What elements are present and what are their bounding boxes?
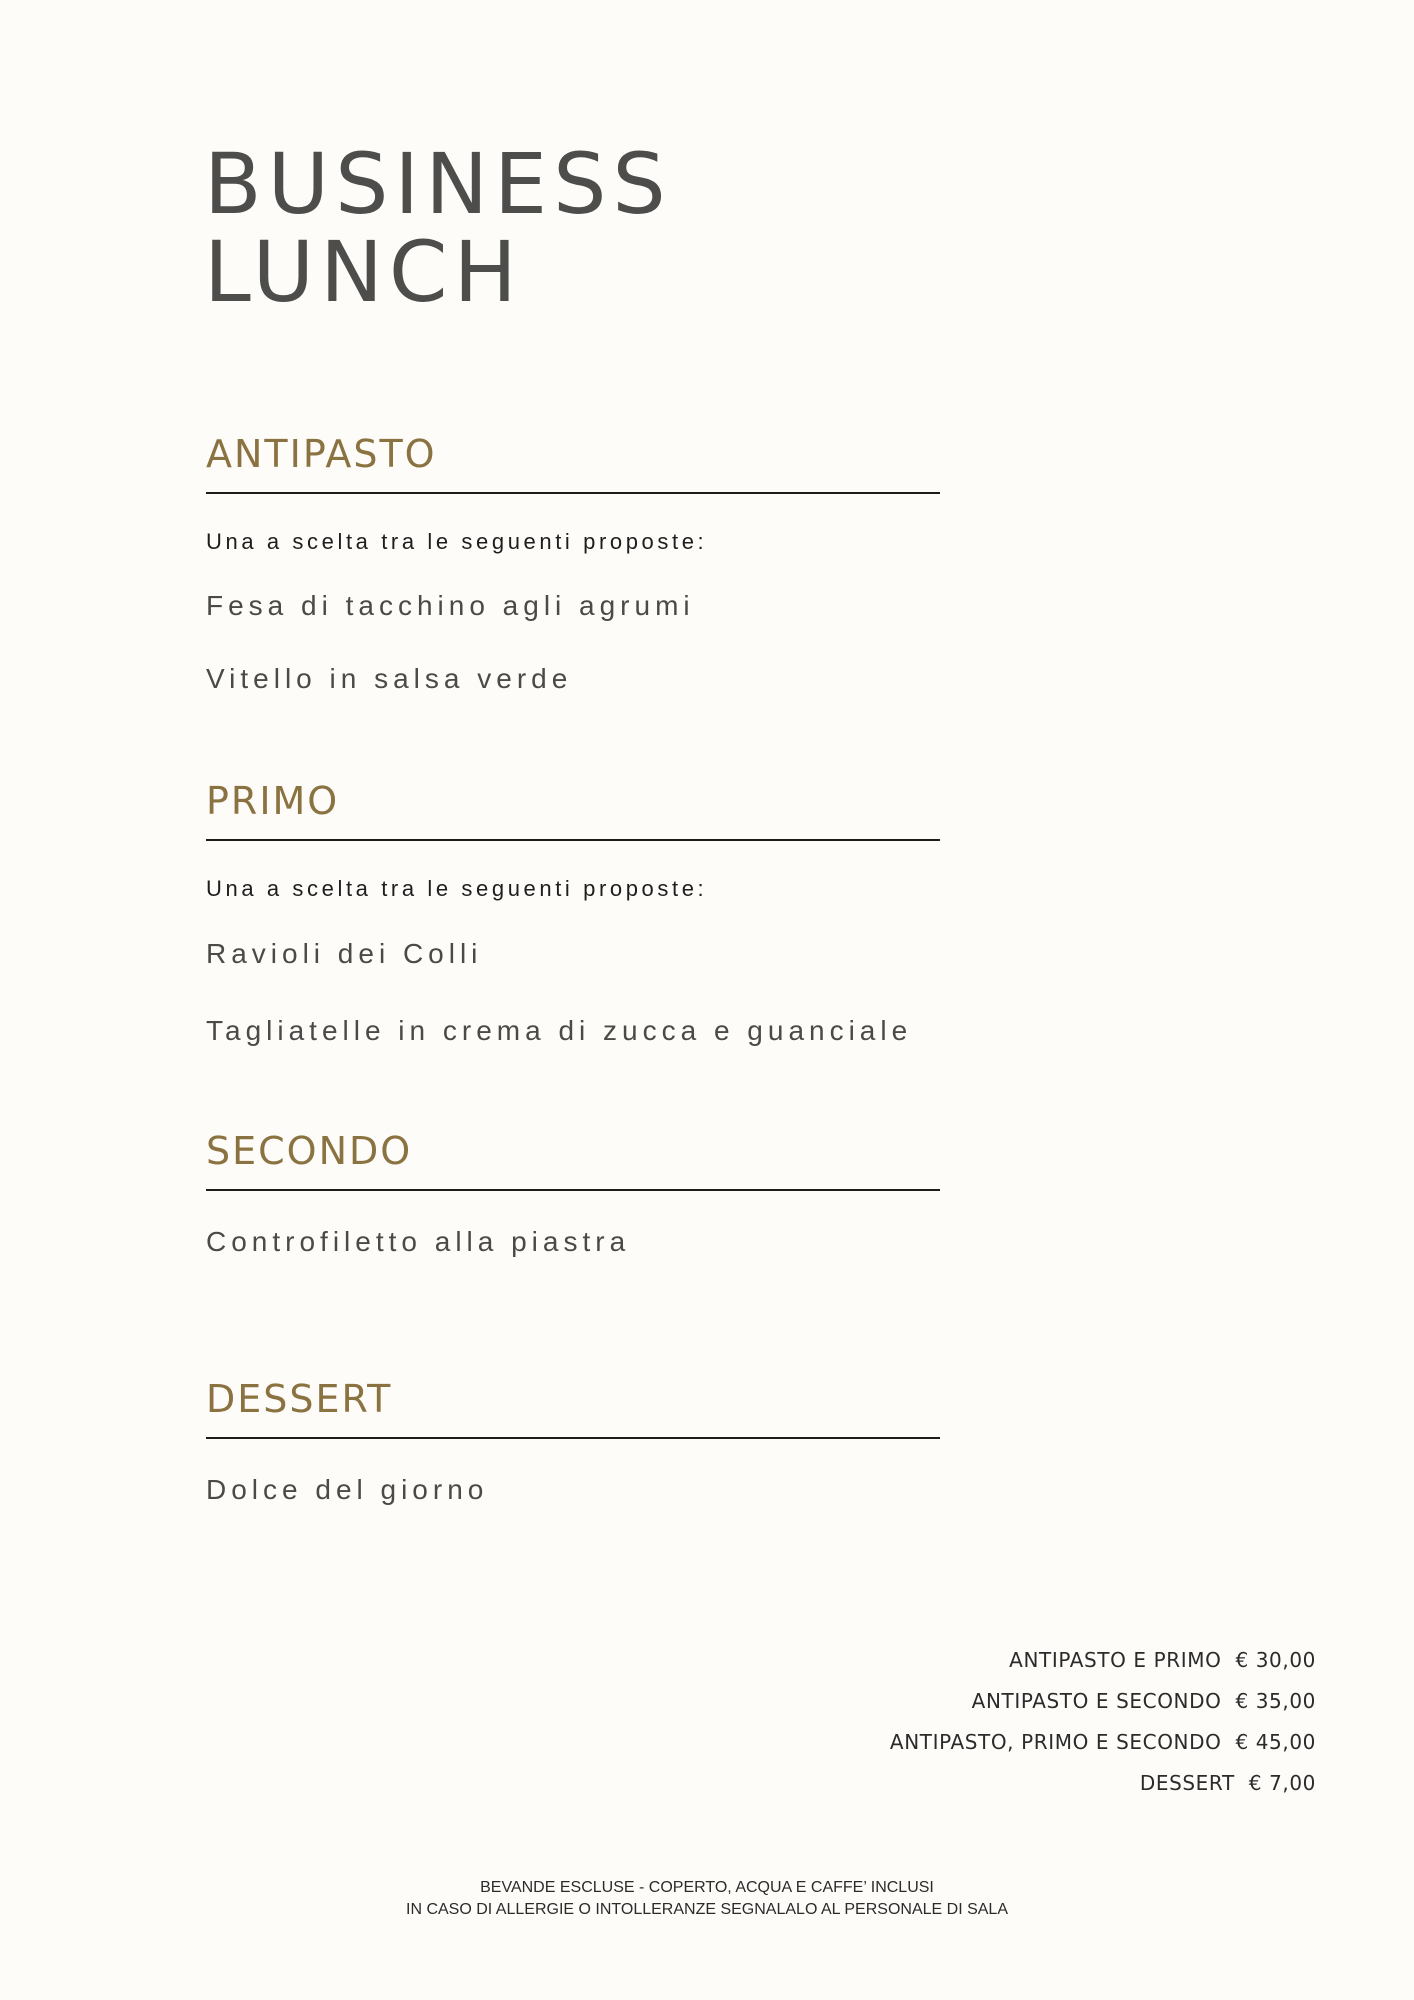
section-heading-antipasto: ANTIPASTO	[206, 432, 940, 494]
price-amount: € 30,00	[1235, 1648, 1316, 1672]
section-intro-antipasto: Una a scelta tra le seguenti proposte:	[206, 529, 708, 554]
section-secondo	[206, 1129, 940, 1259]
dish-item: Ravioli dei Colli	[206, 938, 483, 969]
dish-item: Controfiletto alla piastra	[206, 1226, 631, 1257]
price-row	[890, 1763, 1316, 1804]
section-antipasto	[206, 432, 940, 696]
section-primo	[206, 779, 940, 1048]
price-row	[890, 1681, 1316, 1722]
price-label: ANTIPASTO E SECONDO	[971, 1689, 1222, 1713]
dish-item: Dolce del giorno	[206, 1474, 489, 1505]
section-heading-primo: PRIMO	[206, 779, 940, 841]
price-list	[890, 1640, 1316, 1804]
footer-line-drinks: BEVANDE ESCLUSE - COPERTO, ACQUA E CAFFE’ INCLUSI	[480, 1879, 934, 1896]
section-dessert	[206, 1377, 940, 1507]
menu-title-line-2: LUNCH	[204, 223, 523, 321]
price-row	[890, 1640, 1316, 1681]
price-label: ANTIPASTO E PRIMO	[1009, 1648, 1222, 1672]
price-amount: € 35,00	[1235, 1689, 1316, 1713]
menu-title	[204, 135, 672, 321]
section-intro-primo: Una a scelta tra le seguenti proposte:	[206, 876, 708, 901]
dish-item: Fesa di tacchino agli agrumi	[206, 590, 695, 621]
dish-item: Tagliatelle in crema di zucca e guanciale	[206, 1015, 913, 1046]
dish-item: Vitello in salsa verde	[206, 663, 573, 694]
section-heading-dessert: DESSERT	[206, 1377, 940, 1439]
price-amount: € 45,00	[1235, 1730, 1316, 1754]
price-amount: € 7,00	[1248, 1771, 1316, 1795]
menu-title-line-1: BUSINESS	[204, 135, 672, 233]
price-label: ANTIPASTO, PRIMO E SECONDO	[889, 1730, 1222, 1754]
footer-line-allergies: IN CASO DI ALLERGIE O INTOLLERANZE SEGNALALO AL PERSONALE DI SALA	[406, 1901, 1008, 1918]
footer-notes	[0, 1877, 1414, 1921]
section-heading-secondo: SECONDO	[206, 1129, 940, 1191]
price-row	[890, 1722, 1316, 1763]
price-label: DESSERT	[1139, 1771, 1235, 1795]
